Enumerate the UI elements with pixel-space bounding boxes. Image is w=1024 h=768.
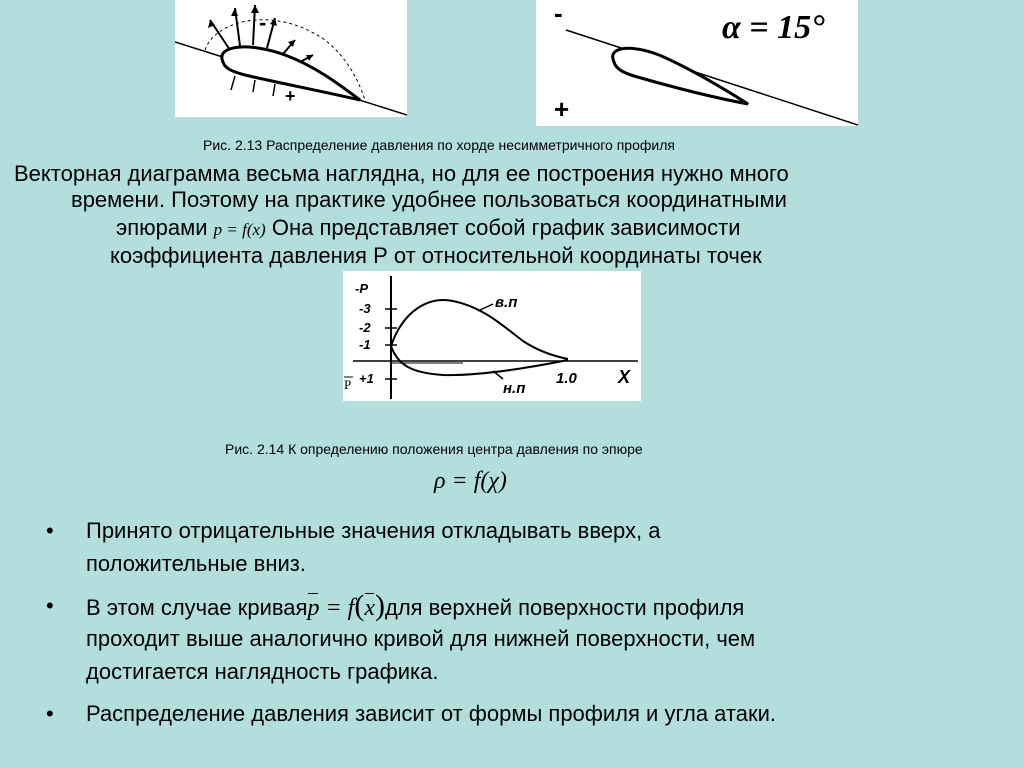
formula-x: x — [364, 592, 375, 625]
bullet-2-line-1 — [86, 589, 744, 625]
paragraph-line-3a: эпюрами — [116, 215, 208, 240]
fig3-axis-x: X — [618, 367, 631, 387]
bullet-3-line-1: Распределение давления зависит от формы профиля и угла атаки. — [86, 701, 777, 726]
bullet-dot: • — [46, 518, 54, 543]
bullet-1-line-1: Принято отрицательные значения откладывать вверх, а — [86, 518, 661, 543]
fig3-axis-y: -P — [355, 281, 368, 296]
bullet-2-line-3: достигается наглядность графика. — [86, 659, 439, 684]
paragraph-line-3 — [116, 215, 741, 243]
fig1-minus: - — [259, 10, 267, 35]
fig2-alpha-label: α = 15° — [722, 9, 825, 46]
paragraph-line-4: коэффициента давления Р от относительной координаты точек — [110, 243, 762, 268]
fig3-tick-plus1: +1 — [359, 371, 374, 386]
bullet-1-line-2: положительные вниз. — [86, 551, 307, 576]
fig3-one-label: 1.0 — [556, 370, 577, 387]
bullet-2-line-1b: для верхней поверхности профиля — [384, 595, 745, 620]
fig2-plus: + — [554, 94, 570, 124]
bullet-dot: • — [46, 701, 54, 726]
airfoil-angle-diagram — [536, 0, 858, 126]
paragraph-line-3b: Она представляет собой график зависимости — [271, 215, 741, 240]
paragraph-line-1: Векторная диаграмма весьма наглядна, но для ее построения нужно много — [14, 161, 789, 186]
bullet-dot: • — [46, 593, 54, 618]
center-formula: ρ = f(χ) — [434, 468, 507, 494]
fig3-lower-label: н.п — [503, 380, 526, 397]
fig3-tick-minus1: -1 — [359, 337, 371, 352]
vector-pressure-diagram — [175, 0, 407, 117]
fig2-minus: - — [554, 0, 563, 28]
formula-p-fx-2: p = f(x) — [307, 595, 385, 621]
fig3-upper-label: в.п — [495, 294, 518, 311]
formula-f: f — [347, 595, 355, 621]
formula-p-fx: p = f(x) — [213, 220, 266, 239]
pressure-epure-graph — [343, 271, 641, 401]
paragraph-line-2: времени. Поэтому на практике удобнее пользоваться координатными — [71, 187, 787, 212]
caption-fig-2-14: Рис. 2.14 К определению положения центра давления по эпюре — [225, 441, 643, 457]
fig3-tick-minus2: -2 — [359, 320, 371, 335]
formula-eq: = — [319, 595, 348, 621]
bullet-2-line-1a: В этом случае кривая — [86, 595, 308, 620]
caption-fig-2-13: Рис. 2.13 Распределение давления по хорде несимметричного профиля — [203, 137, 675, 153]
bullet-2-line-2: проходит выше аналогично кривой для нижней поверхности, чем — [86, 626, 756, 651]
fig3-tick-minus3: -3 — [359, 301, 371, 316]
fig1-plus: + — [285, 86, 296, 106]
formula-p: p — [307, 592, 319, 625]
fig3-p-bar: P — [344, 377, 352, 392]
